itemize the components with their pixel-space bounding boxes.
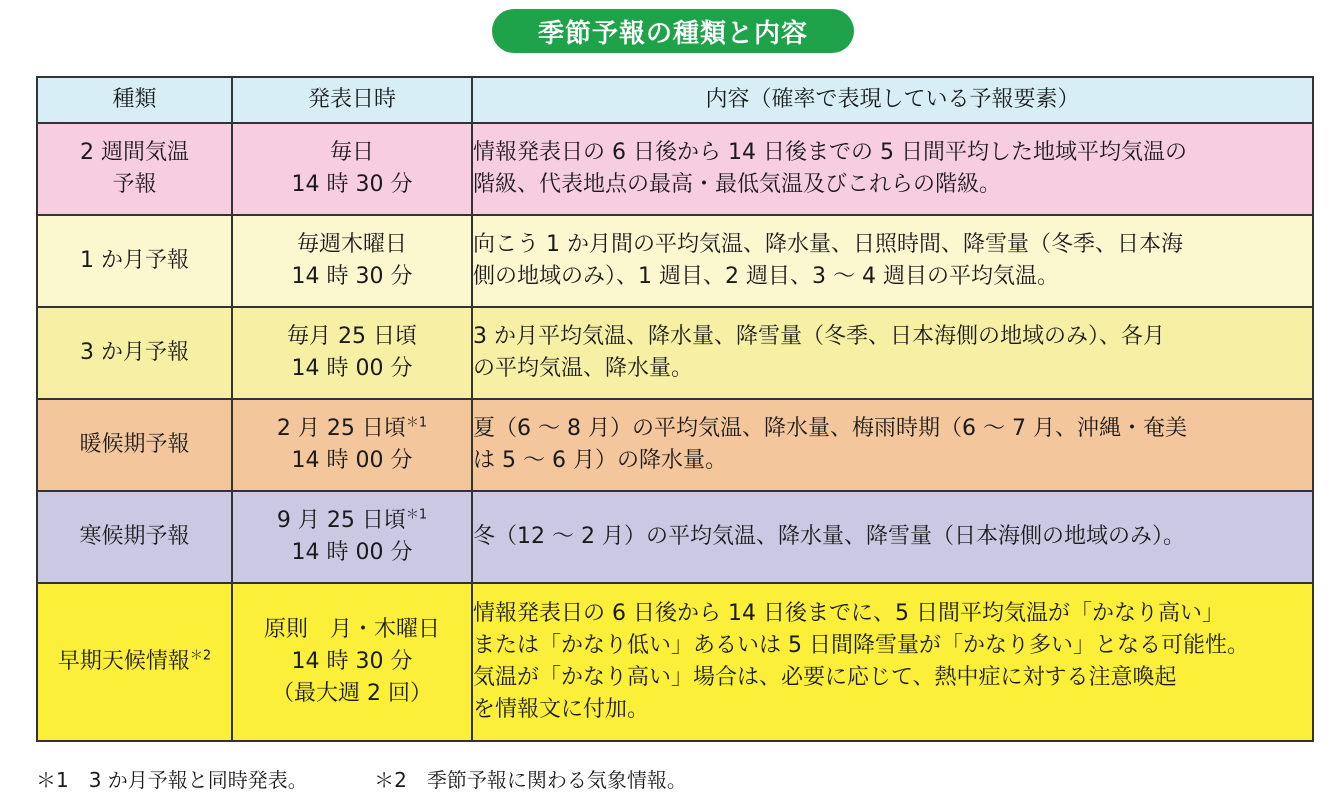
content-cell	[472, 123, 1313, 215]
content-cell	[472, 307, 1313, 399]
forecast-type-line: 暖候期予報	[79, 432, 190, 457]
content-line: 情報発表日の 6 日後から 14 日後までに、5 日間平均気温が「かなり高い」	[473, 601, 1224, 626]
forecast-type-cell	[37, 123, 232, 215]
forecast-type-line	[38, 646, 231, 678]
footnote-2: ＊2 季節予報に関わる気象情報。	[374, 768, 687, 792]
page-title: 季節予報の種類と内容	[492, 9, 854, 53]
release-time-text: 2 月 25 日頃	[276, 416, 406, 441]
footnote-mark: ＊1	[405, 507, 428, 523]
table-row	[37, 307, 1313, 399]
release-time-line	[233, 413, 471, 445]
release-time-line: 毎日	[329, 140, 374, 165]
table-header-row	[37, 77, 1313, 123]
release-time-cell	[232, 399, 472, 491]
content-cell	[472, 491, 1313, 583]
forecast-type-cell	[37, 583, 232, 741]
forecast-type-line: 1 か月予報	[80, 248, 189, 273]
release-time-line	[233, 505, 471, 537]
content-line: 階級、代表地点の最高・最低気温及びこれらの階級。	[473, 172, 1002, 197]
release-time-cell	[232, 215, 472, 307]
forecast-type-cell	[37, 491, 232, 583]
forecast-type-text: 早期天候情報	[57, 649, 190, 674]
forecast-type-cell	[37, 215, 232, 307]
content-cell	[472, 399, 1313, 491]
release-time-line: 14 時 30 分	[291, 264, 413, 289]
forecast-type-line: 予報	[112, 172, 157, 197]
column-header-type: 種類	[37, 77, 232, 123]
release-time-line: 14 時 00 分	[291, 448, 413, 473]
release-time-line: 原則 月・木曜日	[263, 617, 440, 642]
release-time-line: 14 時 00 分	[291, 540, 413, 565]
content-line: 情報発表日の 6 日後から 14 日後までの 5 日間平均した地域平均気温の	[473, 140, 1187, 165]
release-time-cell	[232, 123, 472, 215]
footnotes	[36, 766, 687, 794]
column-header-release-time: 発表日時	[232, 77, 472, 123]
table-row	[37, 215, 1313, 307]
release-time-line: 14 時 30 分	[291, 172, 413, 197]
content-line: は 5 ～ 6 月）の降水量。	[473, 448, 727, 473]
content-line: または「かなり低い」あるいは 5 日間降雪量が「かなり多い」となる可能性。	[473, 633, 1249, 658]
forecast-type-cell	[37, 399, 232, 491]
content-line: を情報文に付加。	[473, 697, 650, 722]
release-time-line: 14 時 00 分	[291, 356, 413, 381]
footnote-mark: ＊2	[189, 648, 212, 664]
table-row	[37, 399, 1313, 491]
release-time-text: 9 月 25 日頃	[276, 508, 406, 533]
content-line: 冬（12 ～ 2 月）の平均気温、降水量、降雪量（日本海側の地域のみ）。	[473, 524, 1185, 549]
release-time-line: 毎週木曜日	[296, 232, 407, 257]
column-header-content: 内容（確率で表現している予報要素）	[472, 77, 1313, 123]
release-time-line: 毎月 25 日頃	[287, 324, 417, 349]
release-time-cell	[232, 491, 472, 583]
release-time-line: 14 時 30 分	[291, 649, 413, 674]
table-row	[37, 491, 1313, 583]
footnote-mark: ＊1	[405, 415, 428, 431]
forecast-type-line: 3 か月予報	[80, 340, 189, 365]
forecast-type-line: 2 週間気温	[80, 140, 189, 165]
table-row	[37, 583, 1313, 741]
release-time-cell	[232, 307, 472, 399]
content-line: 側の地域のみ）、1 週目、2 週目、3 ～ 4 週目の平均気温。	[473, 264, 1059, 289]
content-line: 気温が「かなり高い」場合は、必要に応じて、熱中症に対する注意喚起	[473, 665, 1177, 690]
forecast-type-cell	[37, 307, 232, 399]
content-cell	[472, 215, 1313, 307]
content-line: の平均気温、降水量。	[473, 356, 694, 381]
table-row	[37, 123, 1313, 215]
content-line: 向こう 1 か月間の平均気温、降水量、日照時間、降雪量（冬季、日本海	[473, 232, 1183, 257]
content-cell	[472, 583, 1313, 741]
footnote-1: ＊1 3 か月予報と同時発表。	[36, 768, 308, 792]
release-time-cell	[232, 583, 472, 741]
forecast-type-line: 寒候期予報	[79, 524, 190, 549]
seasonal-forecast-table	[36, 76, 1314, 742]
content-line: 3 か月平均気温、降水量、降雪量（冬季、日本海側の地域のみ）、各月	[473, 324, 1165, 349]
release-time-line: （最大週 2 回）	[272, 681, 432, 706]
content-line: 夏（6 ～ 8 月）の平均気温、降水量、梅雨時期（6 ～ 7 月、沖縄・奄美	[473, 416, 1187, 441]
